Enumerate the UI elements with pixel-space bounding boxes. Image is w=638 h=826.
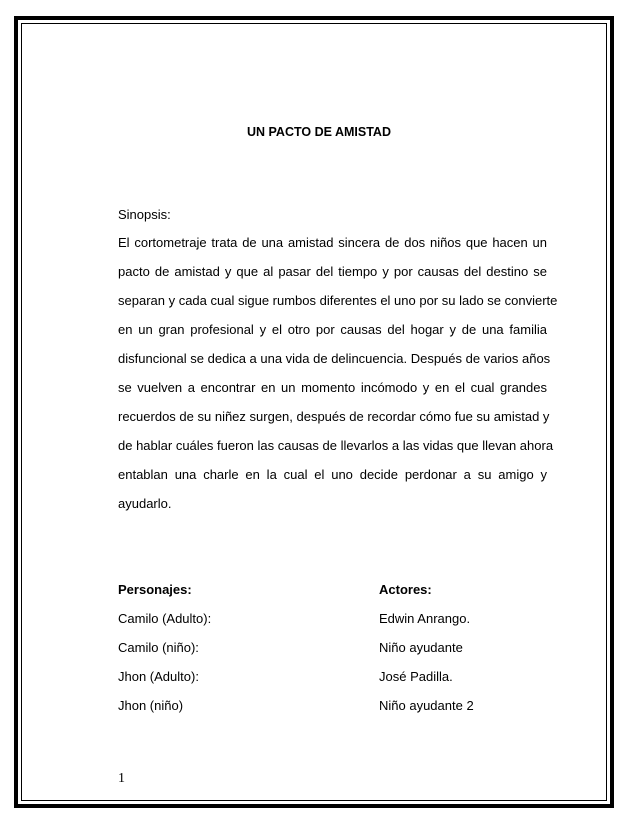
synopsis-line: pacto de amistad y que al pasar del tiempo y por causas del destino se [118,264,547,279]
character-name: Camilo (Adulto): [118,611,212,626]
actor-name: Niño ayudante [379,640,463,655]
synopsis-line: El cortometraje trata de una amistad sincera de dos niños que hacen un [118,235,547,250]
synopsis-line: recuerdos de su niñez surgen, después de recordar cómo fue su amistad y [118,409,550,424]
synopsis-line: se vuelven a encontrar en un momento incómodo y en el cual grandes [118,380,547,395]
character-name: Jhon (Adulto): [118,669,199,684]
synopsis-label: Sinopsis: [118,207,171,222]
actor-name: Edwin Anrango. [379,611,471,626]
synopsis-line: entablan una charle en la cual el uno decide perdonar a su amigo y [118,467,547,482]
synopsis-line: disfuncional se dedica a una vida de delincuencia. Después de varios años [118,351,551,366]
actor-name: José Padilla. [379,669,453,684]
document-title: UN PACTO DE AMISTAD [247,125,391,139]
synopsis-line: separan y cada cual sigue rumbos diferentes el uno por su lado se convierte [118,293,558,308]
synopsis-line: ayudarlo. [118,496,172,511]
synopsis-line: de hablar cuáles fueron las causas de llevarlos a las vidas que llevan ahora [118,438,554,453]
page-number: 1 [118,771,125,786]
actor-name: Niño ayudante 2 [379,698,474,713]
actors-header: Actores: [379,582,432,597]
synopsis-line: en un gran profesional y el otro por causas del hogar y de una familia [118,322,547,337]
character-name: Jhon (niño) [118,698,184,713]
characters-header: Personajes: [118,582,192,597]
character-name: Camilo (niño): [118,640,199,655]
